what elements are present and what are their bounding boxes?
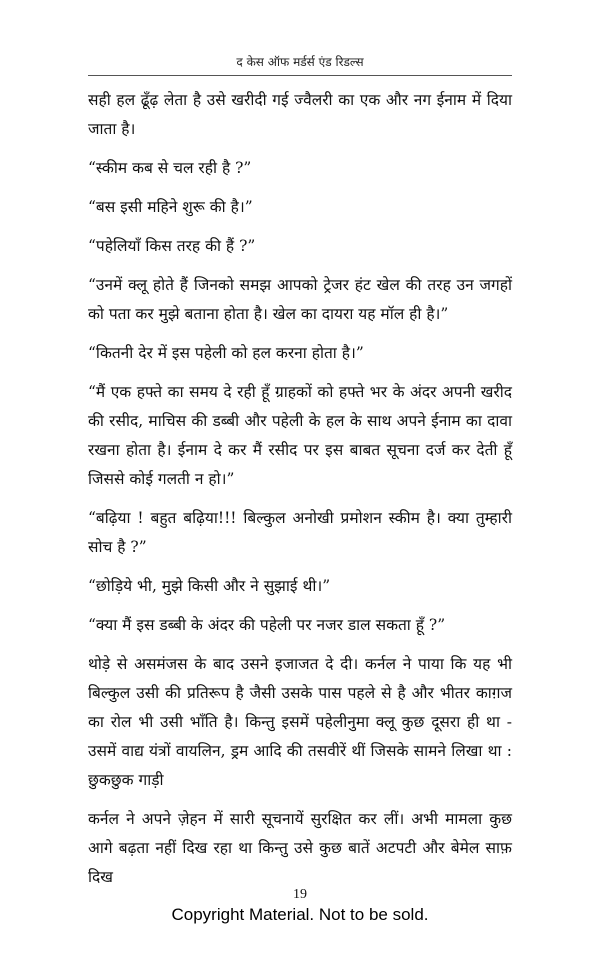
paragraph: “पहेलियाँ किस तरह की हैं ?” bbox=[88, 237, 256, 255]
paragraph: “स्कीम कब से चल रही है ?” bbox=[88, 159, 252, 177]
paragraph: “छोड़िये भी, मुझे किसी और ने सुझाई थी।” bbox=[88, 577, 331, 595]
paragraph: कर्नल ने अपने ज़ेहन में सारी सूचनायें सुरक्षित कर लीं। अभी मामला कुछ आगे बढ़ता नहीं दिख रहा था किन्तु उसे कुछ बातें अटपटी और बेमेल साफ़ दिख bbox=[88, 810, 512, 886]
paragraph: “उनमें क्लू होते हैं जिनको समझ आपको ट्रेजर हंट खेल की तरह उन जगहों को पता कर मुझे बताना होता है। खेल का दायरा यह मॉल ही है।” bbox=[88, 276, 512, 323]
body-text bbox=[88, 86, 512, 892]
paragraph: “बढ़िया ! बहुत बढ़िया!!! बिल्कुल अनोखी प्रमोशन स्कीम है। क्या तुम्हारी सोच है ?” bbox=[88, 509, 512, 556]
paragraph: थोड़े से असमंजस के बाद उसने इजाजत दे दी। कर्नल ने पाया कि यह भी बिल्कुल उसी की प्रतिरूप है जैसी उसके पास पहले से है और भीतर काग़ज का रोल भी उसी भाँति है। किन्तु इसमें पहेलीनुमा क्लू कुछ दूसरा ही था - उसमें वाद्य यंत्रों वायलिन, ड्रम आदि की तसवीरें थीं जिसके सामने लिखा था : छुकछुक गाड़ी bbox=[88, 655, 512, 789]
paragraph: “मैं एक हफ्ते का समय दे रही हूँ ग्राहकों को हफ्ते भर के अंदर अपनी खरीद की रसीद, माचिस की डब्बी और पहेली के हल के साथ अपने ईनाम का दावा रखना होता है। ईनाम दे कर मैं रसीद पर इस बाबत सूचना दर्ज कर देती हूँ जिससे कोई गलती न हो।” bbox=[88, 383, 512, 488]
paragraph: “कितनी देर में इस पहेली को हल करना होता है।” bbox=[88, 344, 364, 362]
running-header-title: द केस ऑफ मर्डर्स एंड रिडल्स bbox=[236, 55, 364, 69]
paragraph: “बस इसी महिने शुरू की है।” bbox=[88, 198, 253, 216]
paragraph: “क्या मैं इस डब्बी के अंदर की पहेली पर नजर डाल सकता हूँ ?” bbox=[88, 616, 446, 634]
paragraph: सही हल ढूँढ़ लेता है उसे खरीदी गई ज्वैलरी का एक और नग ईनाम में दिया जाता है। bbox=[88, 91, 512, 138]
header-rule bbox=[88, 75, 512, 76]
page-number: 19 bbox=[293, 887, 307, 902]
copyright-notice: Copyright Material. Not to be sold. bbox=[171, 905, 429, 924]
